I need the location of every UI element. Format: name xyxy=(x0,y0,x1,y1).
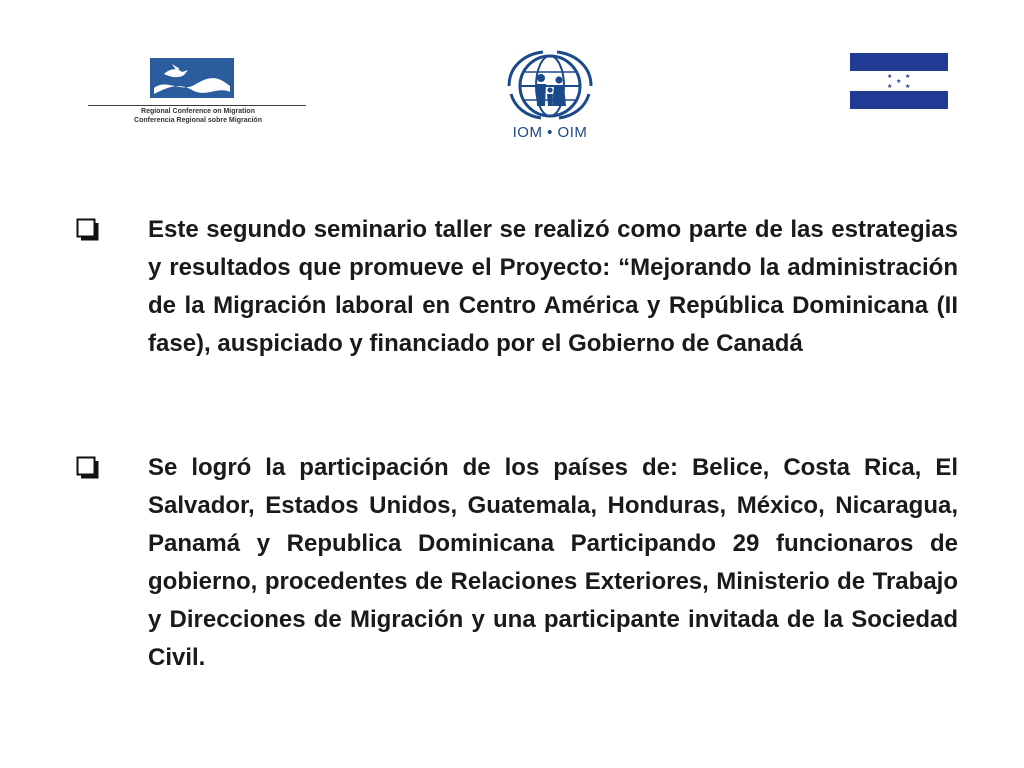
rcm-divider xyxy=(88,105,306,106)
rcm-name-spanish: Conferencia Regional sobre Migración xyxy=(134,117,262,124)
hollow-square-bullet-icon xyxy=(76,456,100,480)
svg-text:★: ★ xyxy=(896,78,902,85)
bullet-item xyxy=(76,449,958,677)
iom-globe-family-icon xyxy=(503,50,597,122)
rcm-logo xyxy=(88,56,308,132)
iom-wordmark: IOM • OIM xyxy=(512,124,588,141)
bullet-item xyxy=(76,211,958,363)
honduras-flag-icon xyxy=(850,53,948,109)
svg-text:★: ★ xyxy=(905,83,911,90)
hollow-square-bullet-icon xyxy=(76,218,100,242)
bullet-text: Este segundo seminario taller se realizó como parte de las estrategias y resultados que promueve el Proyecto: “Mejorando la administración de la Migración laboral en Centro América y República Dominicana (II fase), auspiciado y financiado por el Gobierno de Canadá xyxy=(148,216,958,357)
svg-text:★: ★ xyxy=(887,73,893,80)
rcm-name-english: Regional Conference on Migration xyxy=(141,108,255,115)
rcm-dove-wave-icon xyxy=(150,58,234,98)
svg-text:★: ★ xyxy=(905,73,911,80)
svg-text:★: ★ xyxy=(887,83,893,90)
iom-logo xyxy=(497,50,603,146)
bullet-text: Se logró la participación de los países de: Belice, Costa Rica, El Salvador, Estados Unidos, Guatemala, Honduras, México, Nicaragua, Panamá y Republica Dominicana Participando 29 funcionaros de gobierno, procedentes de Relaciones Exteriores, Ministerio de Trabajo y Direcciones de Migración y una participante invitada de la Sociedad Civil. xyxy=(148,454,958,671)
